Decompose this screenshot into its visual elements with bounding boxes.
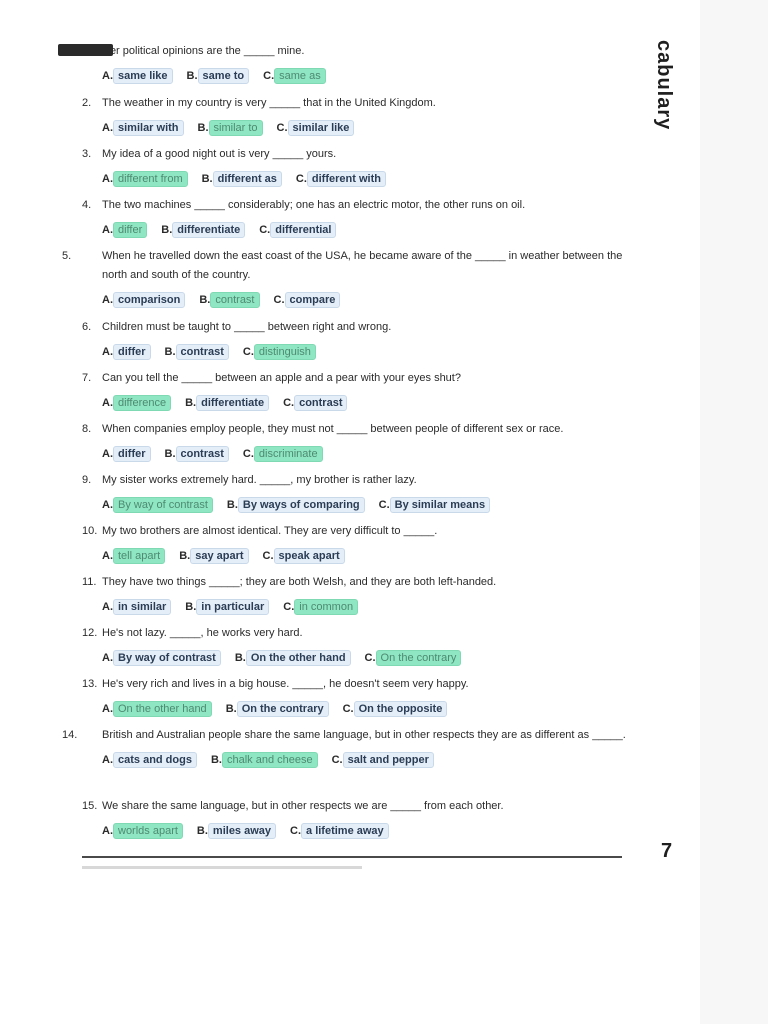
answer-options <box>82 650 642 668</box>
option-label[interactable]: comparison <box>113 292 185 308</box>
option-label[interactable]: cats and dogs <box>113 752 197 768</box>
question-text <box>82 624 642 643</box>
option-label-highlighted[interactable]: similar to <box>209 120 263 136</box>
answer-option[interactable] <box>243 446 323 462</box>
answer-option[interactable] <box>226 701 329 717</box>
option-letter: B. <box>179 550 191 562</box>
option-label[interactable]: same to <box>198 68 250 84</box>
option-letter: B. <box>185 397 197 409</box>
option-label[interactable]: By similar means <box>390 497 491 513</box>
question-text <box>82 420 642 439</box>
option-letter: B. <box>161 224 173 236</box>
answer-option[interactable] <box>161 222 245 238</box>
option-label[interactable]: differ <box>113 446 151 462</box>
option-label[interactable]: On the opposite <box>354 701 448 717</box>
answer-option[interactable] <box>102 823 183 839</box>
option-letter: C. <box>263 70 275 82</box>
option-letter: A. <box>102 346 113 358</box>
option-label[interactable]: similar like <box>288 120 355 136</box>
answer-option[interactable] <box>102 171 188 187</box>
option-letter: A. <box>102 601 113 613</box>
question-sentence: Can you tell the _____ between an apple and a pear with your eyes shut? <box>102 372 461 384</box>
question-item <box>82 420 642 464</box>
question-item <box>62 726 642 770</box>
option-label-highlighted[interactable]: On the other hand <box>113 701 212 717</box>
option-letter: C. <box>283 397 295 409</box>
question-sentence: We share the same language, but in other respects we are _____ from each other. <box>102 800 504 812</box>
question-sentence: When companies employ people, they must not _____ between people of different sex or race. <box>102 423 564 435</box>
question-number: 15. <box>82 800 98 812</box>
question-sentence: When he travelled down the east coast of the USA, he became aware of the _____ in weather between the north and south of the country. <box>102 250 623 281</box>
option-label[interactable]: differentiate <box>196 395 269 411</box>
answer-options <box>82 823 642 841</box>
answer-option[interactable] <box>165 344 229 360</box>
question-item <box>82 675 642 719</box>
answer-options <box>82 548 642 566</box>
option-letter: B. <box>225 703 237 715</box>
question-item <box>82 196 642 240</box>
question-sentence: He's not lazy. _____, he works very hard. <box>102 627 303 639</box>
option-letter: A. <box>102 754 113 766</box>
question-sentence: Children must be taught to _____ between right and wrong. <box>102 321 392 333</box>
answer-option[interactable] <box>211 752 318 768</box>
footer-rule <box>82 856 622 858</box>
option-label[interactable]: By ways of comparing <box>238 497 365 513</box>
option-letter: C. <box>295 173 307 185</box>
question-text <box>82 369 642 388</box>
answer-option[interactable] <box>185 395 269 411</box>
question-text <box>62 726 642 745</box>
option-label-highlighted[interactable]: tell apart <box>113 548 165 564</box>
side-margin <box>700 0 768 1024</box>
question-text <box>82 797 642 816</box>
question-text <box>62 247 642 285</box>
option-letter: C. <box>276 122 288 134</box>
question-sentence: They have two things _____; they are both Welsh, and they are both left-handed. <box>102 576 497 588</box>
question-sentence: He's very rich and lives in a big house. _____, he doesn't seem very happy. <box>102 678 469 690</box>
option-letter: B. <box>196 825 208 837</box>
option-letter: C. <box>378 499 390 511</box>
option-label[interactable]: By way of contrast <box>113 650 221 666</box>
option-letter: A. <box>102 448 113 460</box>
option-letter: A. <box>102 294 113 306</box>
answer-options <box>82 497 642 515</box>
option-label-highlighted[interactable]: worlds apart <box>113 823 183 839</box>
answer-options <box>82 752 642 770</box>
question-number: 1. <box>82 45 92 57</box>
answer-option[interactable] <box>198 120 263 136</box>
answer-option[interactable] <box>227 497 365 513</box>
answer-options <box>82 395 642 413</box>
option-letter: C. <box>262 550 274 562</box>
question-item <box>82 573 642 617</box>
option-label-highlighted[interactable]: differ <box>113 222 147 238</box>
option-letter: C. <box>273 294 285 306</box>
option-label[interactable]: a lifetime away <box>301 823 389 839</box>
question-item <box>82 94 642 138</box>
option-letter: A. <box>102 550 113 562</box>
answer-options <box>82 292 642 310</box>
question-item <box>82 797 642 841</box>
answer-option[interactable] <box>102 446 151 462</box>
question-number: 3. <box>82 148 92 160</box>
option-letter: B. <box>185 601 197 613</box>
option-letter: C. <box>342 703 354 715</box>
option-letter: C. <box>290 825 302 837</box>
option-letter: A. <box>102 499 113 511</box>
option-letter: A. <box>102 703 113 715</box>
option-label[interactable]: contrast <box>176 446 229 462</box>
answer-options <box>82 171 642 189</box>
question-text <box>82 573 642 592</box>
option-label[interactable]: similar with <box>113 120 184 136</box>
answer-option[interactable] <box>102 292 185 308</box>
answer-option[interactable] <box>102 395 171 411</box>
option-letter: A. <box>102 224 113 236</box>
question-number: 6. <box>82 321 92 333</box>
option-label[interactable]: different with <box>307 171 386 187</box>
answer-option[interactable] <box>277 120 355 136</box>
answer-option[interactable] <box>235 650 351 666</box>
question-item <box>82 42 642 86</box>
answer-options <box>82 599 642 617</box>
answer-option[interactable] <box>263 68 326 84</box>
question-text <box>82 471 642 490</box>
answer-options <box>82 68 642 86</box>
answer-option[interactable] <box>343 701 448 717</box>
question-text <box>82 318 642 337</box>
option-label[interactable]: salt and pepper <box>343 752 434 768</box>
question-number: 13. <box>82 678 98 690</box>
question-item <box>62 247 642 310</box>
option-letter: A. <box>102 173 113 185</box>
option-label[interactable]: miles away <box>208 823 276 839</box>
question-text <box>82 42 642 61</box>
answer-options <box>82 222 642 240</box>
question-sentence: My idea of a good night out is very _____ yours. <box>102 148 337 160</box>
answer-option[interactable] <box>102 344 151 360</box>
option-label[interactable]: differentiate <box>172 222 245 238</box>
answer-option[interactable] <box>102 222 147 238</box>
answer-option[interactable] <box>283 599 358 615</box>
answer-option[interactable] <box>102 599 171 615</box>
answer-option[interactable] <box>102 752 197 768</box>
option-letter: C. <box>259 224 271 236</box>
question-number: 9. <box>82 474 92 486</box>
answer-option[interactable] <box>102 548 165 564</box>
option-letter: A. <box>102 397 113 409</box>
option-label[interactable]: different as <box>213 171 282 187</box>
answer-option[interactable] <box>332 752 434 768</box>
option-label[interactable]: differ <box>113 344 151 360</box>
question-number: 5. <box>62 250 72 262</box>
question-sentence: The two machines _____ considerably; one has an electric motor, the other runs on oil. <box>102 199 526 211</box>
option-label-highlighted[interactable]: On the contrary <box>376 650 462 666</box>
option-label-highlighted[interactable]: different from <box>113 171 188 187</box>
option-letter: C. <box>364 652 376 664</box>
option-letter: A. <box>102 122 113 134</box>
option-label[interactable]: say apart <box>190 548 248 564</box>
option-label-highlighted[interactable]: discriminate <box>254 446 323 462</box>
option-letter: C. <box>242 346 254 358</box>
answer-option[interactable] <box>365 650 462 666</box>
option-letter: B. <box>186 70 198 82</box>
section-title-vertical: cabulary <box>653 40 675 131</box>
question-number: 7. <box>82 372 92 384</box>
option-label[interactable]: in particular <box>196 599 269 615</box>
answer-option[interactable] <box>102 120 184 136</box>
answer-option[interactable] <box>263 548 345 564</box>
option-letter: B. <box>164 346 176 358</box>
question-sentence: Her political opinions are the _____ mine. <box>102 45 305 57</box>
option-label-highlighted[interactable]: in common <box>294 599 358 615</box>
question-text <box>82 522 642 541</box>
answer-option[interactable] <box>197 823 276 839</box>
answer-option[interactable] <box>179 548 248 564</box>
option-label[interactable]: same like <box>113 68 173 84</box>
footer-fine-print <box>82 866 362 869</box>
question-text <box>82 94 642 113</box>
question-sentence: My sister works extremely hard. _____, my brother is rather lazy. <box>102 474 417 486</box>
option-letter: B. <box>226 499 238 511</box>
answer-option[interactable] <box>199 292 259 308</box>
question-item <box>82 318 642 362</box>
option-label[interactable]: contrast <box>176 344 229 360</box>
option-label[interactable]: contrast <box>294 395 347 411</box>
answer-option[interactable] <box>165 446 229 462</box>
question-sentence: British and Australian people share the same language, but in other respects they are as different as _____. <box>102 729 626 741</box>
option-letter: B. <box>210 754 222 766</box>
answer-option[interactable] <box>283 395 347 411</box>
option-letter: B. <box>234 652 246 664</box>
question-text <box>82 145 642 164</box>
option-letter: A. <box>102 70 113 82</box>
option-letter: C. <box>242 448 254 460</box>
question-item <box>82 145 642 189</box>
option-label[interactable]: On the other hand <box>246 650 351 666</box>
question-number: 12. <box>82 627 98 639</box>
option-letter: B. <box>201 173 213 185</box>
question-text <box>82 675 642 694</box>
option-label-highlighted[interactable]: distinguish <box>254 344 316 360</box>
answer-option[interactable] <box>102 650 221 666</box>
option-label[interactable]: in similar <box>113 599 171 615</box>
answer-option[interactable] <box>274 292 341 308</box>
answer-options <box>82 120 642 138</box>
option-label-highlighted[interactable]: same as <box>274 68 326 84</box>
answer-options <box>82 446 642 464</box>
question-number: 14. <box>62 729 78 741</box>
option-letter: B. <box>164 448 176 460</box>
question-number: 10. <box>82 525 98 537</box>
answer-options <box>82 344 642 362</box>
option-letter: A. <box>102 825 113 837</box>
option-letter: B. <box>197 122 209 134</box>
answer-option[interactable] <box>102 701 212 717</box>
question-text <box>82 196 642 215</box>
answer-option[interactable] <box>202 171 282 187</box>
option-label[interactable]: speak apart <box>274 548 345 564</box>
option-label-highlighted[interactable]: chalk and cheese <box>222 752 318 768</box>
option-label-highlighted[interactable]: By way of contrast <box>113 497 213 513</box>
option-label-highlighted[interactable]: difference <box>113 395 171 411</box>
answer-option[interactable] <box>290 823 389 839</box>
answer-option[interactable] <box>259 222 336 238</box>
answer-option[interactable] <box>102 497 213 513</box>
answer-option[interactable] <box>243 344 316 360</box>
answer-options <box>82 701 642 719</box>
option-label[interactable]: compare <box>285 292 341 308</box>
option-letter: C. <box>331 754 343 766</box>
answer-option[interactable] <box>187 68 250 84</box>
question-number: 2. <box>82 97 92 109</box>
option-label[interactable]: On the contrary <box>237 701 329 717</box>
page-number: 7 <box>661 840 673 862</box>
answer-option[interactable] <box>102 68 173 84</box>
question-number: 8. <box>82 423 92 435</box>
option-label-highlighted[interactable]: contrast <box>210 292 259 308</box>
question-number: 4. <box>82 199 92 211</box>
option-letter: C. <box>283 601 295 613</box>
option-letter: B. <box>199 294 211 306</box>
answer-option[interactable] <box>296 171 386 187</box>
answer-option[interactable] <box>379 497 491 513</box>
question-sentence: The weather in my country is very _____ that in the United Kingdom. <box>102 97 436 109</box>
option-label[interactable]: differential <box>270 222 336 238</box>
question-item <box>82 522 642 566</box>
answer-option[interactable] <box>185 599 269 615</box>
question-sentence: My two brothers are almost identical. They are very difficult to _____. <box>102 525 438 537</box>
question-item <box>82 369 642 413</box>
question-number: 11. <box>82 576 97 588</box>
option-letter: A. <box>102 652 113 664</box>
question-item <box>82 471 642 515</box>
question-item <box>82 624 642 668</box>
